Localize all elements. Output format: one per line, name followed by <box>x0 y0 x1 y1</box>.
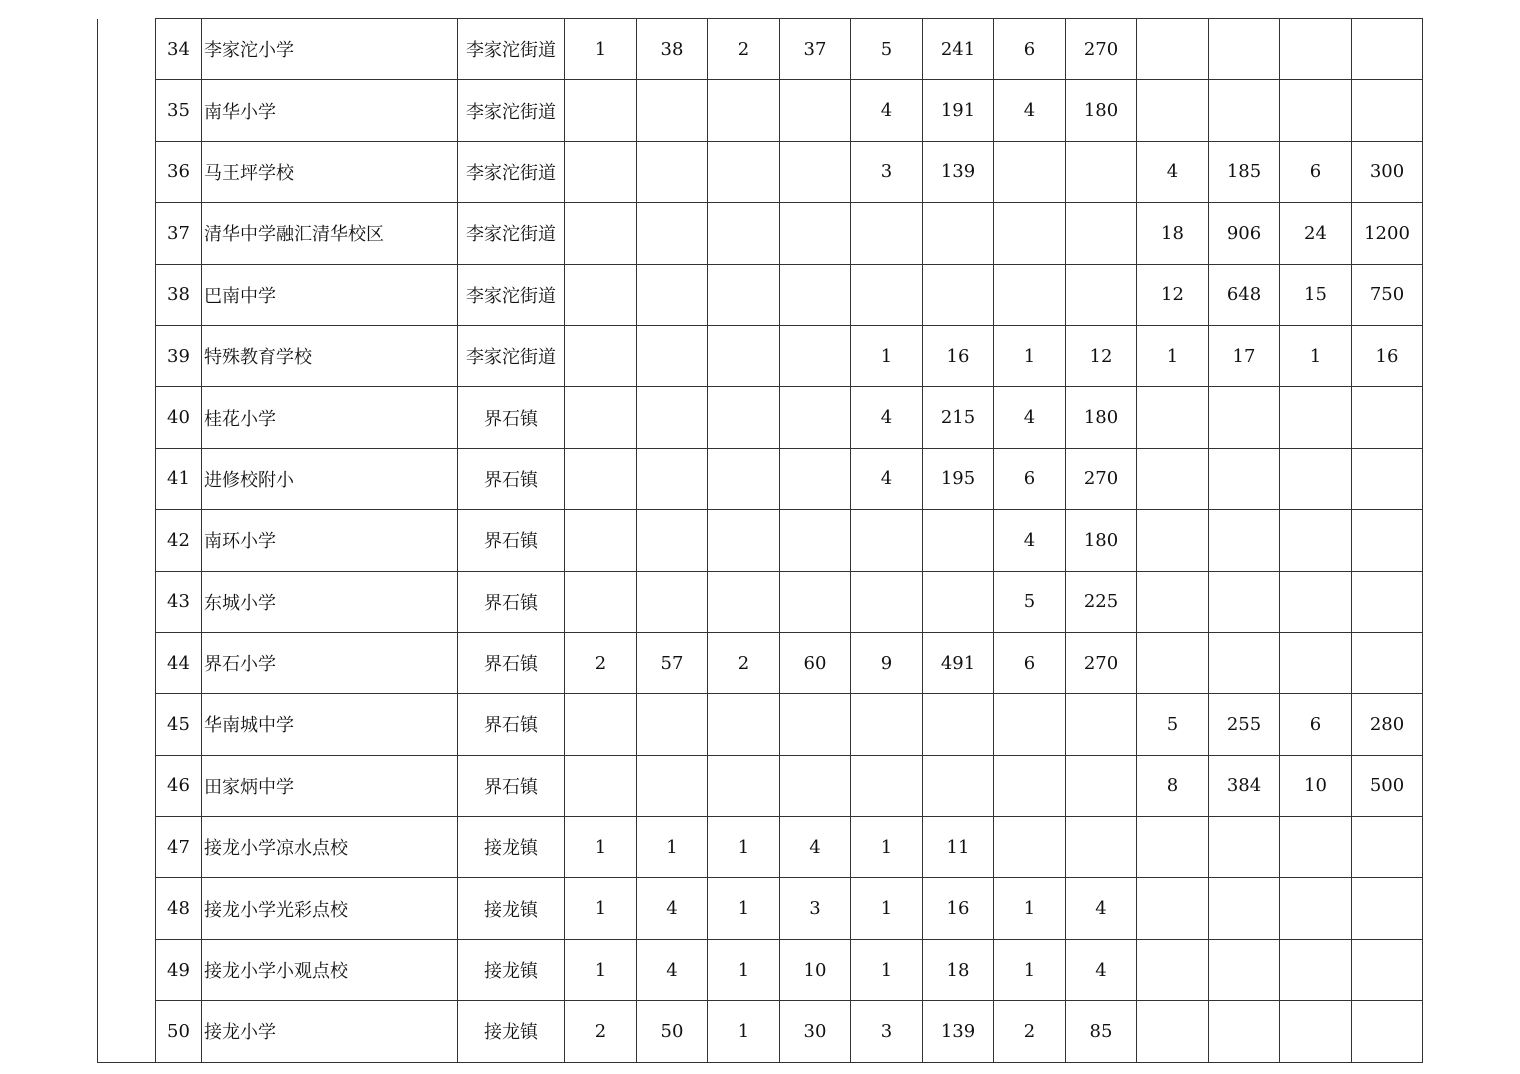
value-cell <box>851 755 923 816</box>
row-number-cell: 47 <box>156 817 202 878</box>
district-cell: 李家沱街道 <box>458 264 565 325</box>
table-row <box>98 141 1423 202</box>
value-cell <box>994 694 1066 755</box>
value-cell <box>1209 387 1280 448</box>
school-name-cell: 华南城中学 <box>202 694 458 755</box>
row-number-cell: 50 <box>156 1001 202 1062</box>
value-cell <box>565 694 637 755</box>
value-cell: 6 <box>994 448 1066 509</box>
table-row <box>98 632 1423 693</box>
value-cell <box>565 510 637 571</box>
value-cell <box>1280 448 1352 509</box>
value-cell: 491 <box>923 632 994 693</box>
value-cell <box>1280 80 1352 141</box>
value-cell: 10 <box>1280 755 1352 816</box>
district-cell: 接龙镇 <box>458 1001 565 1062</box>
value-cell: 255 <box>1209 694 1280 755</box>
value-cell: 4 <box>1066 939 1137 1000</box>
value-cell <box>780 387 851 448</box>
value-cell <box>1066 755 1137 816</box>
value-cell <box>1137 1001 1209 1062</box>
value-cell <box>780 203 851 264</box>
school-name-cell: 田家炳中学 <box>202 755 458 816</box>
value-cell <box>1209 632 1280 693</box>
value-cell <box>1352 571 1423 632</box>
value-cell <box>1137 80 1209 141</box>
value-cell: 1 <box>851 939 923 1000</box>
value-cell: 2 <box>994 1001 1066 1062</box>
value-cell: 2 <box>565 1001 637 1062</box>
district-cell: 界石镇 <box>458 694 565 755</box>
table-row <box>98 817 1423 878</box>
school-name-cell: 接龙小学光彩点校 <box>202 878 458 939</box>
value-cell <box>923 571 994 632</box>
value-cell: 4 <box>1137 141 1209 202</box>
district-cell: 接龙镇 <box>458 939 565 1000</box>
value-cell <box>780 571 851 632</box>
value-cell <box>780 694 851 755</box>
table-row <box>98 448 1423 509</box>
value-cell <box>1209 571 1280 632</box>
value-cell <box>994 755 1066 816</box>
value-cell: 280 <box>1352 694 1423 755</box>
value-cell: 195 <box>923 448 994 509</box>
value-cell <box>851 694 923 755</box>
value-cell: 17 <box>1209 325 1280 386</box>
value-cell <box>1280 632 1352 693</box>
value-cell: 270 <box>1066 19 1137 80</box>
school-name-cell: 接龙小学小观点校 <box>202 939 458 1000</box>
school-enrollment-table <box>97 18 1423 1063</box>
value-cell: 2 <box>708 19 780 80</box>
value-cell <box>1209 80 1280 141</box>
table-row <box>98 571 1423 632</box>
value-cell <box>1209 878 1280 939</box>
value-cell <box>1209 19 1280 80</box>
value-cell <box>1280 571 1352 632</box>
school-name-cell: 接龙小学 <box>202 1001 458 1062</box>
value-cell: 12 <box>1137 264 1209 325</box>
value-cell <box>1137 571 1209 632</box>
school-name-cell: 东城小学 <box>202 571 458 632</box>
value-cell: 3 <box>851 141 923 202</box>
value-cell: 1 <box>851 817 923 878</box>
value-cell <box>708 325 780 386</box>
value-cell <box>708 694 780 755</box>
row-number-cell: 44 <box>156 632 202 693</box>
district-cell: 界石镇 <box>458 387 565 448</box>
value-cell <box>565 325 637 386</box>
value-cell <box>1352 878 1423 939</box>
value-cell: 8 <box>1137 755 1209 816</box>
value-cell <box>565 571 637 632</box>
row-number-cell: 48 <box>156 878 202 939</box>
row-number-cell: 49 <box>156 939 202 1000</box>
value-cell <box>1352 80 1423 141</box>
value-cell <box>637 264 708 325</box>
value-cell: 16 <box>923 878 994 939</box>
value-cell <box>1352 632 1423 693</box>
row-number-cell: 36 <box>156 141 202 202</box>
school-name-cell: 清华中学融汇清华校区 <box>202 203 458 264</box>
value-cell <box>708 141 780 202</box>
school-name-cell: 南环小学 <box>202 510 458 571</box>
value-cell <box>1137 878 1209 939</box>
value-cell <box>565 80 637 141</box>
value-cell <box>1209 448 1280 509</box>
row-number-cell: 46 <box>156 755 202 816</box>
value-cell <box>708 510 780 571</box>
value-cell: 1 <box>851 325 923 386</box>
value-cell <box>1066 141 1137 202</box>
value-cell <box>637 141 708 202</box>
value-cell <box>994 264 1066 325</box>
value-cell <box>994 203 1066 264</box>
district-cell: 接龙镇 <box>458 817 565 878</box>
value-cell <box>923 694 994 755</box>
value-cell: 270 <box>1066 632 1137 693</box>
value-cell: 180 <box>1066 80 1137 141</box>
value-cell: 225 <box>1066 571 1137 632</box>
value-cell <box>1137 939 1209 1000</box>
district-cell: 界石镇 <box>458 632 565 693</box>
value-cell <box>1352 19 1423 80</box>
row-number-cell: 34 <box>156 19 202 80</box>
value-cell: 16 <box>923 325 994 386</box>
value-cell <box>1352 939 1423 1000</box>
value-cell: 1 <box>565 878 637 939</box>
value-cell <box>1280 387 1352 448</box>
value-cell <box>1066 203 1137 264</box>
value-cell <box>923 203 994 264</box>
district-cell: 界石镇 <box>458 571 565 632</box>
value-cell <box>1280 1001 1352 1062</box>
value-cell: 1 <box>994 325 1066 386</box>
value-cell <box>851 571 923 632</box>
value-cell <box>708 203 780 264</box>
value-cell <box>708 80 780 141</box>
value-cell <box>1209 817 1280 878</box>
value-cell: 1 <box>1137 325 1209 386</box>
value-cell: 1 <box>565 939 637 1000</box>
value-cell <box>1352 817 1423 878</box>
value-cell <box>1209 939 1280 1000</box>
district-cell: 界石镇 <box>458 510 565 571</box>
row-number-cell: 35 <box>156 80 202 141</box>
value-cell: 6 <box>994 632 1066 693</box>
value-cell <box>637 510 708 571</box>
value-cell: 6 <box>1280 694 1352 755</box>
row-number-cell: 38 <box>156 264 202 325</box>
value-cell <box>565 203 637 264</box>
value-cell: 648 <box>1209 264 1280 325</box>
value-cell: 191 <box>923 80 994 141</box>
value-cell <box>637 448 708 509</box>
district-cell: 李家沱街道 <box>458 325 565 386</box>
value-cell: 18 <box>923 939 994 1000</box>
value-cell: 4 <box>994 510 1066 571</box>
value-cell <box>1280 510 1352 571</box>
value-cell: 1 <box>637 817 708 878</box>
school-name-cell: 马王坪学校 <box>202 141 458 202</box>
value-cell: 4 <box>851 448 923 509</box>
table-row <box>98 19 1423 80</box>
district-cell: 李家沱街道 <box>458 141 565 202</box>
value-cell <box>780 80 851 141</box>
value-cell <box>851 510 923 571</box>
value-cell <box>1280 878 1352 939</box>
school-name-cell: 特殊教育学校 <box>202 325 458 386</box>
value-cell <box>851 203 923 264</box>
value-cell: 4 <box>780 817 851 878</box>
table-row <box>98 694 1423 755</box>
value-cell: 270 <box>1066 448 1137 509</box>
value-cell: 906 <box>1209 203 1280 264</box>
value-cell: 60 <box>780 632 851 693</box>
value-cell <box>637 694 708 755</box>
value-cell <box>1352 510 1423 571</box>
school-name-cell: 巴南中学 <box>202 264 458 325</box>
value-cell <box>565 264 637 325</box>
value-cell: 180 <box>1066 387 1137 448</box>
category-merged-cell <box>98 19 156 1063</box>
value-cell: 38 <box>637 19 708 80</box>
value-cell <box>923 264 994 325</box>
value-cell <box>1137 448 1209 509</box>
value-cell <box>994 141 1066 202</box>
row-number-cell: 40 <box>156 387 202 448</box>
value-cell: 1 <box>1280 325 1352 386</box>
value-cell: 4 <box>851 80 923 141</box>
value-cell <box>637 325 708 386</box>
value-cell: 10 <box>780 939 851 1000</box>
district-cell: 李家沱街道 <box>458 80 565 141</box>
value-cell: 4 <box>637 878 708 939</box>
value-cell: 1 <box>994 878 1066 939</box>
value-cell: 5 <box>1137 694 1209 755</box>
table-row <box>98 1001 1423 1062</box>
value-cell <box>923 510 994 571</box>
value-cell: 139 <box>923 1001 994 1062</box>
value-cell: 139 <box>923 141 994 202</box>
value-cell: 1 <box>708 1001 780 1062</box>
value-cell <box>708 387 780 448</box>
value-cell: 180 <box>1066 510 1137 571</box>
value-cell <box>1280 939 1352 1000</box>
value-cell <box>1209 1001 1280 1062</box>
value-cell: 2 <box>708 632 780 693</box>
value-cell <box>1066 817 1137 878</box>
value-cell: 1 <box>708 939 780 1000</box>
value-cell <box>708 755 780 816</box>
value-cell: 24 <box>1280 203 1352 264</box>
value-cell: 16 <box>1352 325 1423 386</box>
value-cell: 6 <box>994 19 1066 80</box>
value-cell <box>565 141 637 202</box>
value-cell: 37 <box>780 19 851 80</box>
value-cell: 1200 <box>1352 203 1423 264</box>
district-cell: 界石镇 <box>458 755 565 816</box>
table-row <box>98 878 1423 939</box>
value-cell: 750 <box>1352 264 1423 325</box>
value-cell <box>1137 387 1209 448</box>
value-cell: 2 <box>565 632 637 693</box>
value-cell <box>780 448 851 509</box>
row-number-cell: 43 <box>156 571 202 632</box>
value-cell: 4 <box>851 387 923 448</box>
value-cell <box>1137 510 1209 571</box>
table-row <box>98 387 1423 448</box>
value-cell: 15 <box>1280 264 1352 325</box>
value-cell: 50 <box>637 1001 708 1062</box>
value-cell <box>1137 817 1209 878</box>
value-cell: 384 <box>1209 755 1280 816</box>
district-cell: 李家沱街道 <box>458 203 565 264</box>
school-name-cell: 接龙小学凉水点校 <box>202 817 458 878</box>
value-cell <box>637 80 708 141</box>
district-cell: 李家沱街道 <box>458 19 565 80</box>
row-number-cell: 39 <box>156 325 202 386</box>
value-cell <box>708 571 780 632</box>
value-cell: 4 <box>1066 878 1137 939</box>
school-name-cell: 界石小学 <box>202 632 458 693</box>
value-cell <box>1137 19 1209 80</box>
value-cell: 5 <box>994 571 1066 632</box>
value-cell <box>1352 387 1423 448</box>
value-cell: 1 <box>565 19 637 80</box>
row-number-cell: 45 <box>156 694 202 755</box>
value-cell <box>565 387 637 448</box>
district-cell: 接龙镇 <box>458 878 565 939</box>
value-cell <box>708 264 780 325</box>
value-cell <box>1352 448 1423 509</box>
value-cell <box>1352 1001 1423 1062</box>
table-row <box>98 264 1423 325</box>
value-cell <box>1280 19 1352 80</box>
value-cell <box>780 325 851 386</box>
value-cell <box>780 264 851 325</box>
row-number-cell: 42 <box>156 510 202 571</box>
value-cell <box>1209 510 1280 571</box>
value-cell <box>637 387 708 448</box>
value-cell: 85 <box>1066 1001 1137 1062</box>
district-cell: 界石镇 <box>458 448 565 509</box>
value-cell <box>1280 817 1352 878</box>
value-cell: 4 <box>637 939 708 1000</box>
table-row <box>98 325 1423 386</box>
value-cell: 6 <box>1280 141 1352 202</box>
row-number-cell: 41 <box>156 448 202 509</box>
school-name-cell: 李家沱小学 <box>202 19 458 80</box>
value-cell <box>637 571 708 632</box>
value-cell: 215 <box>923 387 994 448</box>
value-cell <box>708 448 780 509</box>
value-cell <box>780 141 851 202</box>
value-cell: 1 <box>994 939 1066 1000</box>
value-cell: 500 <box>1352 755 1423 816</box>
value-cell: 57 <box>637 632 708 693</box>
table-row <box>98 80 1423 141</box>
value-cell <box>923 755 994 816</box>
value-cell <box>780 510 851 571</box>
table-row <box>98 755 1423 816</box>
value-cell: 3 <box>851 1001 923 1062</box>
school-name-cell: 南华小学 <box>202 80 458 141</box>
row-number-cell: 37 <box>156 203 202 264</box>
value-cell: 11 <box>923 817 994 878</box>
value-cell: 12 <box>1066 325 1137 386</box>
table-row <box>98 510 1423 571</box>
value-cell: 30 <box>780 1001 851 1062</box>
value-cell: 18 <box>1137 203 1209 264</box>
value-cell: 1 <box>708 817 780 878</box>
value-cell <box>637 203 708 264</box>
value-cell: 5 <box>851 19 923 80</box>
value-cell <box>994 817 1066 878</box>
value-cell <box>637 755 708 816</box>
table-row <box>98 203 1423 264</box>
school-name-cell: 桂花小学 <box>202 387 458 448</box>
value-cell: 1 <box>708 878 780 939</box>
value-cell: 3 <box>780 878 851 939</box>
value-cell <box>1066 264 1137 325</box>
value-cell: 9 <box>851 632 923 693</box>
value-cell: 4 <box>994 387 1066 448</box>
value-cell <box>780 755 851 816</box>
table-row <box>98 939 1423 1000</box>
value-cell: 241 <box>923 19 994 80</box>
value-cell: 300 <box>1352 141 1423 202</box>
value-cell <box>1066 694 1137 755</box>
value-cell <box>565 755 637 816</box>
value-cell: 185 <box>1209 141 1280 202</box>
value-cell <box>851 264 923 325</box>
value-cell <box>1137 632 1209 693</box>
value-cell: 1 <box>851 878 923 939</box>
value-cell: 1 <box>565 817 637 878</box>
value-cell <box>565 448 637 509</box>
value-cell: 4 <box>994 80 1066 141</box>
school-name-cell: 进修校附小 <box>202 448 458 509</box>
